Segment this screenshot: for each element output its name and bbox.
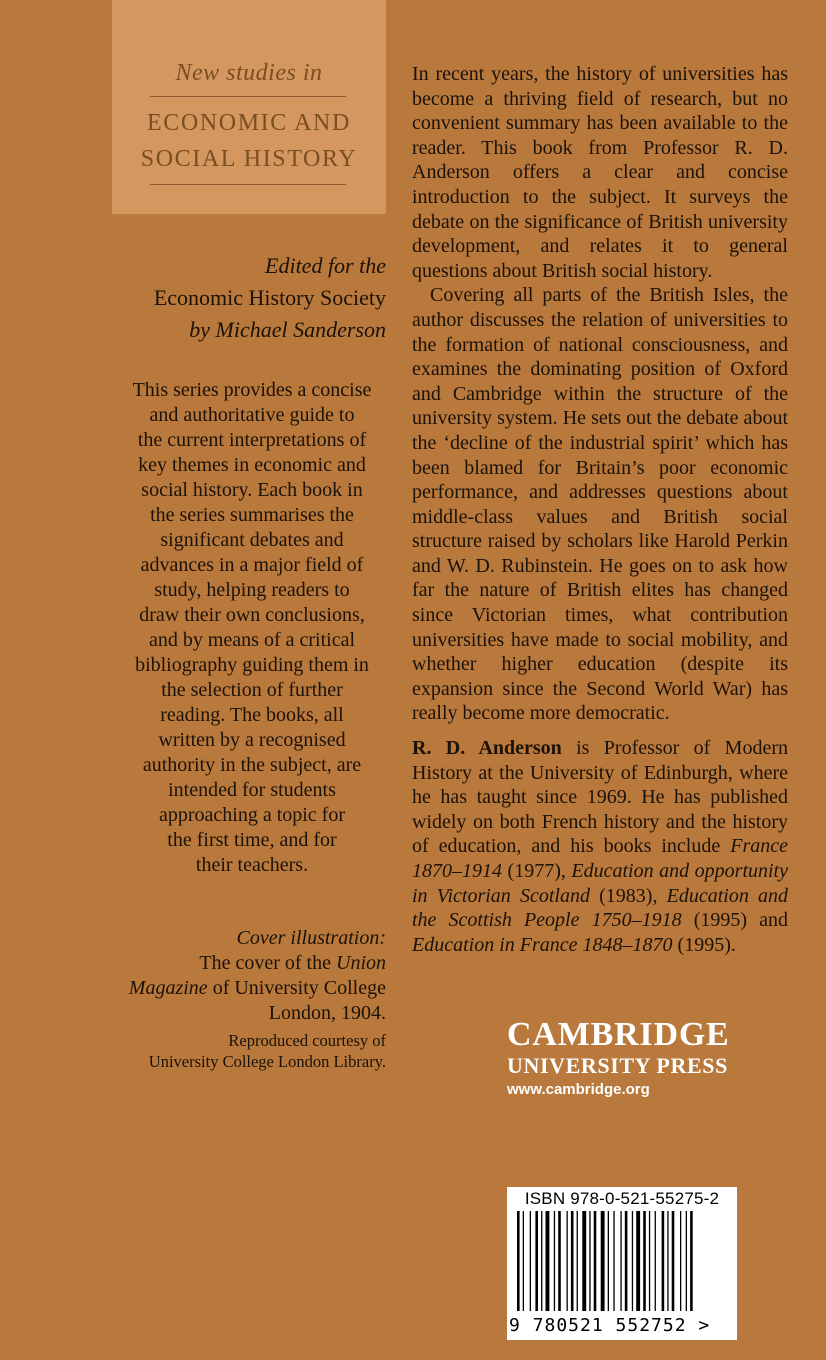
barcode-bar xyxy=(571,1211,574,1311)
barcode-bar xyxy=(517,1211,520,1311)
series-description-line: intended for students xyxy=(168,779,336,801)
author-name: R. D. Anderson xyxy=(412,737,562,760)
barcode-bar xyxy=(649,1211,650,1311)
cover-line3: London, 1904. xyxy=(268,1002,386,1024)
series-description-line: the series summarises the xyxy=(150,504,354,526)
barcode-bar xyxy=(577,1211,578,1311)
isbn-barcode xyxy=(507,1187,737,1340)
barcode-bar xyxy=(589,1211,590,1311)
cover-note xyxy=(86,926,386,1072)
barcode-digits: 9 780521 552752 > xyxy=(509,1315,711,1336)
series-description-line: advances in a major field of xyxy=(140,554,364,576)
series-description xyxy=(106,378,398,878)
blurb-paragraph-1: In recent years, the history of universities has become a thriving field of research, but no convenient summary has been available to the reader. This book from Professor R. D. Anderson offers a clear and concise introduction to the subject. It surveys the debate on the significance of British university development, and relates it to general questions about British social history. xyxy=(412,63,788,282)
editor-name: by Michael Sanderson xyxy=(189,317,386,342)
cover-credit: Reproduced courtesy of University College London Library. xyxy=(148,1031,386,1071)
editor-line1: Edited for the xyxy=(265,253,386,278)
series-description-line: bibliography guiding them in xyxy=(135,654,369,676)
barcode-bars xyxy=(517,1211,727,1311)
barcode-bar xyxy=(680,1211,681,1311)
barcode-bar xyxy=(608,1211,609,1311)
series-title-line2: SOCIAL HISTORY xyxy=(140,146,358,172)
series-description-line: social history. Each book in xyxy=(141,479,363,501)
publisher-press: UNIVERSITY PRESS xyxy=(507,1053,728,1078)
editor-block xyxy=(154,250,386,346)
barcode-bar xyxy=(535,1211,538,1311)
series-box xyxy=(112,0,386,214)
series-description-line: significant debates and xyxy=(160,529,344,551)
barcode-bar xyxy=(667,1211,668,1311)
barcode-bar xyxy=(672,1211,675,1311)
series-description-line: This series provides a concise xyxy=(132,379,372,401)
barcode-bar xyxy=(546,1211,550,1311)
barcode-bar xyxy=(613,1211,614,1311)
blurb-paragraph-2: Covering all parts of the British Isles, the author discusses the relation of universities to the formation of national consciousness, and examines the dominating position of Oxford and Cambridge within the structure of the university system. He sets out the debate about the ‘decline of the industrial spirit’ which has been blamed for Britain’s poor economic performance, and addresses questions about middle-class values and British social structure raised by scholars like Harold Perkin and W. D. Rubinstein. He goes on to ask how far the nature of British elites has changed since Victorian times, what contribution universities have made to social mobility, and whether higher education (despite its expansion since the Second World War) has really become more democratic. xyxy=(412,284,788,725)
barcode-bar xyxy=(594,1211,597,1311)
barcode-bar xyxy=(541,1211,542,1311)
cover-heading: Cover illustration: xyxy=(236,927,386,949)
series-rule-bottom xyxy=(150,184,346,185)
barcode-bar xyxy=(582,1211,586,1311)
barcode-bar xyxy=(558,1211,561,1311)
barcode-bar xyxy=(523,1211,524,1311)
isbn-label: ISBN 978-0-521-55275-2 xyxy=(524,1189,720,1208)
series-description-line: draw their own conclusions, xyxy=(139,604,365,626)
series-description-line: written by a recognised xyxy=(158,729,346,751)
series-description-line: and authoritative guide to xyxy=(149,404,355,426)
barcode-bar xyxy=(686,1211,687,1311)
barcode-bar xyxy=(601,1211,605,1311)
series-description-line: approaching a topic for xyxy=(158,804,346,826)
series-description-line: reading. The books, all xyxy=(160,704,344,726)
barcode-bar xyxy=(662,1211,665,1311)
series-description-line: and by means of a critical xyxy=(148,629,356,651)
barcode-bar xyxy=(643,1211,646,1311)
series-description-line: the selection of further xyxy=(161,679,343,701)
barcode-bar xyxy=(620,1211,621,1311)
editor-society: Economic History Society xyxy=(153,285,386,310)
barcode-bar xyxy=(636,1211,640,1311)
barcode-bar xyxy=(554,1211,555,1311)
series-title-line1: ECONOMIC AND xyxy=(147,110,351,136)
author-bio: R. D. Anderson is Professor of Modern History at the University of Edinburgh, where he has taught since 1969. He has published widely on both French history and the history of education, and his books include France 1870–1914 (1977), Education and opportunity in Victorian Scotland (1983), Education and the Scottish People 1750–1918 (1995) and Education in France 1848–1870 (1995). xyxy=(412,737,789,956)
publisher-logo xyxy=(507,1017,730,1101)
barcode-bar xyxy=(567,1211,568,1311)
cover-line1: The cover of the Union xyxy=(199,952,386,974)
publisher-name: CAMBRIDGE xyxy=(507,1016,730,1053)
series-rule-top xyxy=(150,96,346,97)
series-description-line: the current interpretations of xyxy=(137,429,367,451)
barcode-bar xyxy=(632,1211,633,1311)
series-description-line: key themes in economic and xyxy=(138,454,366,476)
series-description-line: authority in the subject, are xyxy=(142,754,362,776)
barcode-bar xyxy=(655,1211,656,1311)
back-cover-blurb xyxy=(412,62,788,957)
cover-line2: Magazine of University College xyxy=(128,977,386,999)
series-description-line: study, helping readers to xyxy=(154,579,350,601)
barcode-bar xyxy=(530,1211,531,1311)
publisher-url: www.cambridge.org xyxy=(507,1081,650,1098)
series-description-line: the first time, and for xyxy=(167,829,337,851)
series-prefix: New studies in xyxy=(175,60,323,86)
barcode-bar xyxy=(625,1211,628,1311)
barcode-bar xyxy=(690,1211,693,1311)
series-description-line: their teachers. xyxy=(195,854,309,876)
